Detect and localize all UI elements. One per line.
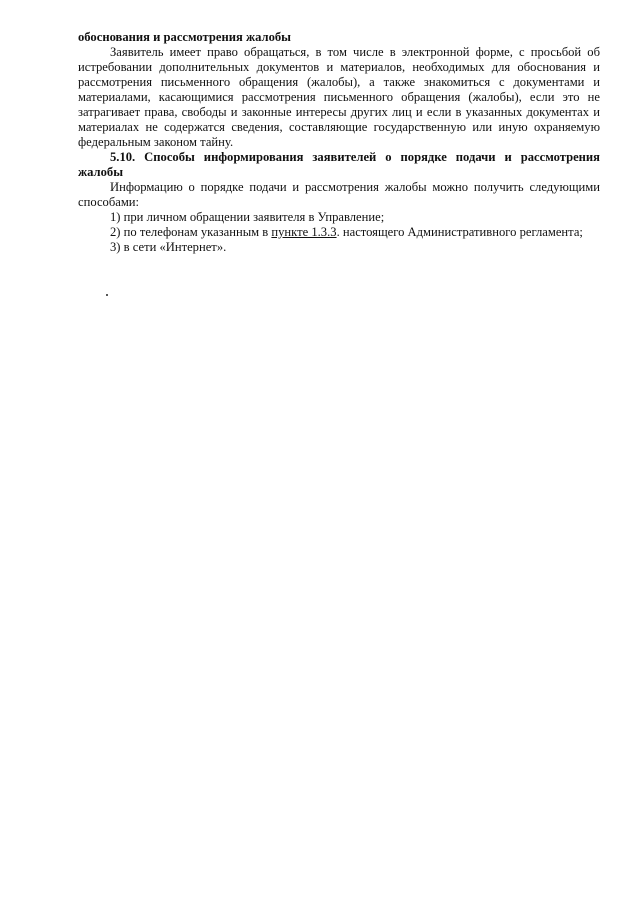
- document-body: [78, 30, 600, 255]
- list-item-phone-text-before: 2) по телефонам указанным в: [110, 225, 272, 239]
- stray-dot-mark: [106, 294, 108, 296]
- paragraph-reference-link[interactable]: пункте 1.3.3: [271, 225, 337, 239]
- paragraph-appeal-rights: Заявитель имеет право обращаться, в том числе в электронной форме, с просьбой об истребовании дополнительных документов и материалов, необходимых для обоснования и рассмотрения письменного обращения (жалобы), а также знакомиться с документами и материалами, касающимися рассмотрения письменного обращения (жалобы), если это не затрагивает права, свободы и законные интересы других лиц и если в указанных документах и материалах не содержатся сведения, составляющие государственную или иную охраняемую федеральным законом тайну.: [78, 45, 600, 149]
- list-item-internet: 3) в сети «Интернет».: [110, 240, 227, 254]
- list-item-personal-visit: 1) при личном обращении заявителя в Управление;: [110, 210, 385, 224]
- list-item-phone: [78, 225, 600, 240]
- list-item-phone-text-after: . настоящего Административного регламента;: [336, 225, 583, 239]
- section-heading-5-10: 5.10. Способы информирования заявителей о порядке подачи и рассмотрения жалобы: [78, 150, 600, 179]
- heading-continuation: обоснования и рассмотрения жалобы: [78, 30, 291, 44]
- paragraph-information-ways: Информацию о порядке подачи и рассмотрения жалобы можно получить следующими способами:: [78, 180, 600, 209]
